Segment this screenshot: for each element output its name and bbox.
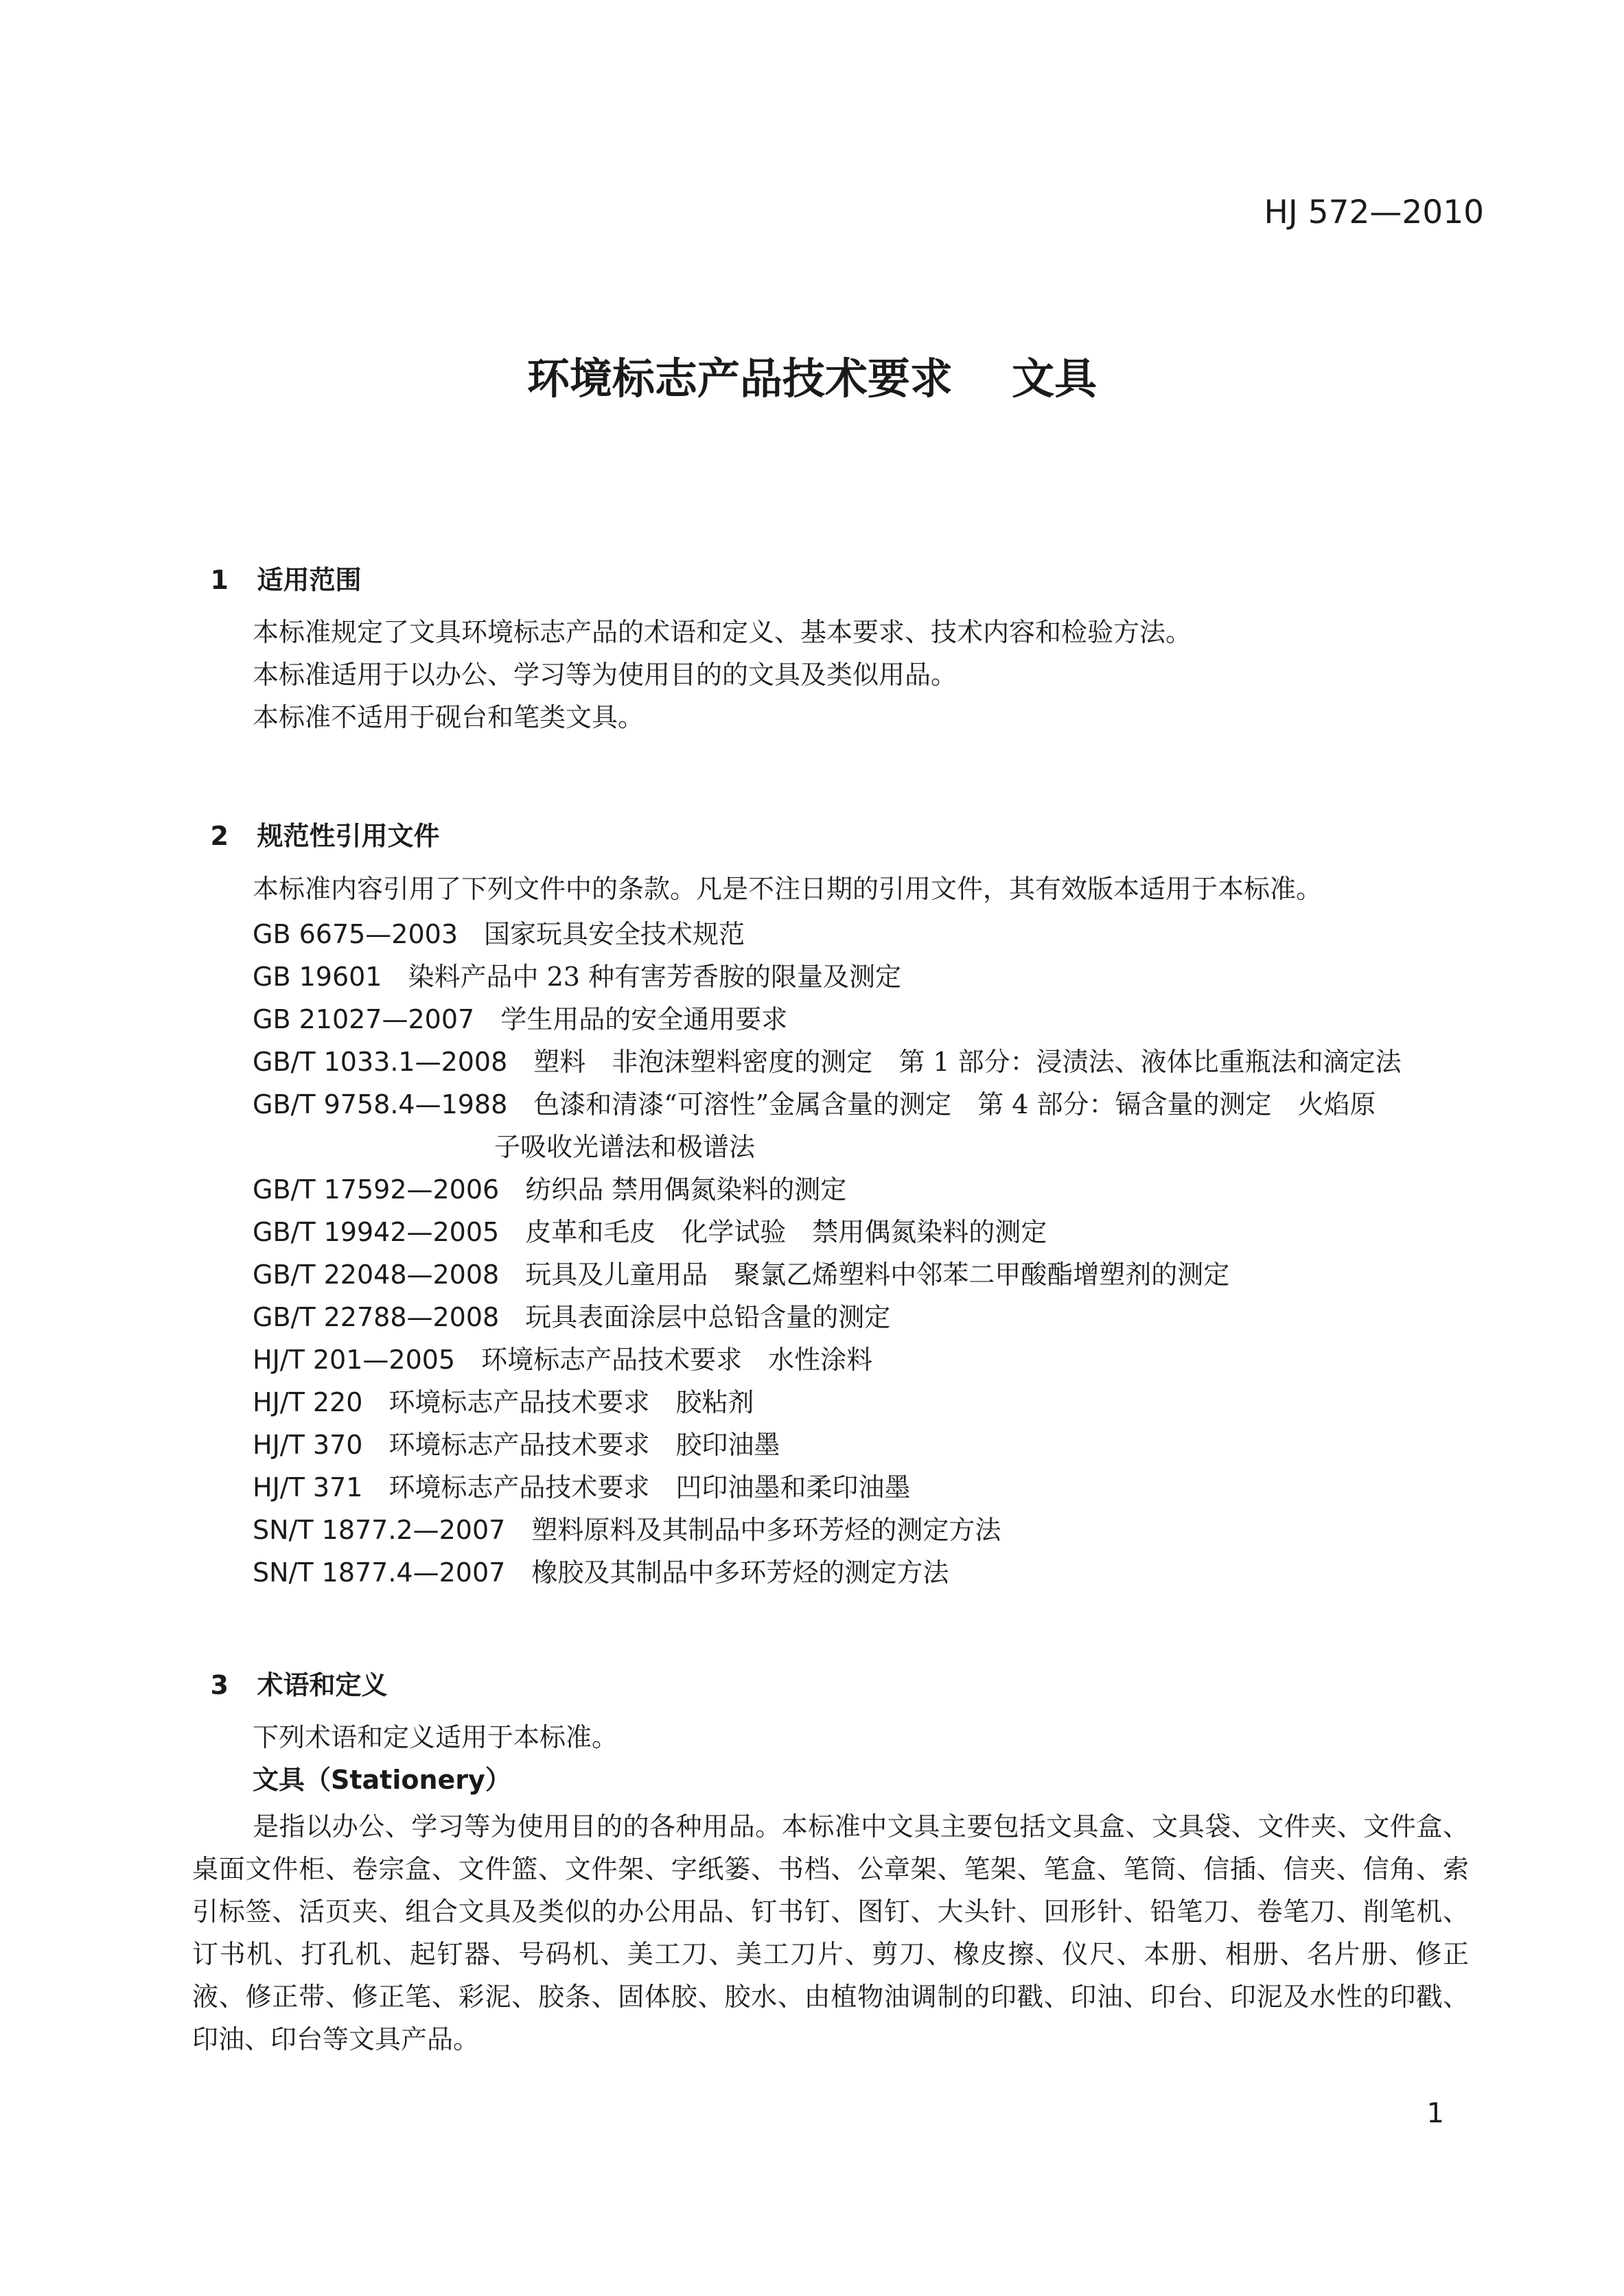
reference-list: [253, 913, 1488, 1594]
section-1-paragraph: 本标准规定了文具环境标志产品的术语和定义、基本要求、技术内容和检验方法。: [253, 617, 1192, 647]
reference-code: GB 19601: [253, 962, 382, 992]
reference-code: GB 6675—2003: [253, 919, 459, 949]
reference-code: GB/T 22048—2008: [253, 1260, 500, 1290]
reference-title: 皮革和毛皮 化学试验 禁用偶氮染料的测定: [525, 1217, 1047, 1247]
reference-code: SN/T 1877.2—2007: [253, 1515, 506, 1545]
reference-title: 玩具表面涂层中总铅含量的测定: [525, 1302, 891, 1332]
reference-title: 玩具及儿童用品 聚氯乙烯塑料中邻苯二甲酸酯增塑剂的测定: [525, 1260, 1230, 1290]
reference-title: 环境标志产品技术要求 胶粘剂: [388, 1387, 754, 1417]
reference-title: 纺织品 禁用偶氮染料的测定: [525, 1174, 847, 1205]
reference-code: HJ/T 371: [253, 1472, 363, 1503]
section-2-intro: 本标准内容引用了下列文件中的条款。凡是不注日期的引用文件，其有效版本适用于本标准。: [253, 874, 1323, 904]
reference-item: [253, 955, 1488, 998]
section-1-heading: [192, 529, 361, 597]
reference-title: 塑料原料及其制品中多环芳烃的测定方法: [531, 1515, 1001, 1545]
section-3-number: 3: [210, 1670, 229, 1700]
reference-code: GB/T 17592—2006: [253, 1174, 500, 1205]
reference-item: [253, 1551, 1488, 1594]
section-2-number: 2: [210, 821, 229, 851]
section-1-paragraph: 本标准适用于以办公、学习等为使用目的的文具及类似用品。: [253, 660, 958, 690]
reference-code: HJ/T 220: [253, 1387, 363, 1417]
standard-code: HJ 572—2010: [1264, 194, 1484, 231]
reference-title: 环境标志产品技术要求 凹印油墨和柔印油墨: [388, 1472, 911, 1503]
reference-title: 学生用品的安全通用要求: [500, 1004, 788, 1034]
reference-code: GB/T 9758.4—1988: [253, 1089, 508, 1120]
reference-title: 橡胶及其制品中多环芳烃的测定方法: [531, 1557, 949, 1588]
reference-item: [253, 1381, 1488, 1424]
reference-code: GB 21027—2007: [253, 1004, 475, 1034]
reference-title: 塑料 非泡沫塑料密度的测定 第 1 部分：浸渍法、液体比重瓶法和滴定法: [533, 1047, 1402, 1077]
section-2-title: 规范性引用文件: [257, 821, 440, 851]
section-2-heading: [192, 785, 439, 853]
reference-item: [253, 998, 1488, 1041]
reference-item: [253, 1253, 1488, 1296]
document-title: 环境标志产品技术要求 文具: [526, 353, 1098, 404]
reference-item: [253, 1041, 1488, 1083]
reference-item: [253, 913, 1488, 955]
reference-item: [253, 1211, 1488, 1253]
reference-item: [253, 1296, 1488, 1338]
section-1-paragraph: 本标准不适用于砚台和笔类文具。: [253, 702, 645, 732]
reference-title: 国家玩具安全技术规范: [484, 919, 745, 949]
reference-code: GB/T 1033.1—2008: [253, 1047, 508, 1077]
reference-item: [253, 1083, 1488, 1126]
reference-code: GB/T 22788—2008: [253, 1302, 500, 1332]
reference-item: [253, 1168, 1488, 1211]
reference-title-continuation: 子吸收光谱法和极谱法: [494, 1132, 756, 1162]
section-3-heading: [192, 1634, 387, 1702]
term-title: 文具（Stationery）: [253, 1765, 511, 1795]
reference-title: 环境标志产品技术要求 水性涂料: [481, 1345, 873, 1375]
reference-item: [253, 1338, 1488, 1381]
reference-code: HJ/T 201—2005: [253, 1345, 456, 1375]
section-3-intro: 下列术语和定义适用于本标准。: [253, 1722, 618, 1752]
reference-code: HJ/T 370: [253, 1430, 363, 1460]
term-definition: 是指以办公、学习等为使用目的的各种用品。本标准中文具主要包括文具盒、文具袋、文件夹、文件盒、桌面文件柜、卷宗盒、文件篮、文件架、字纸篓、书档、公章架、笔架、笔盒、笔筒、信插、信夹、信角、索引标签、活页夹、组合文具及类似的办公用品、钉书钉、图钉、大头针、回形针、铅笔刀、卷笔刀、削笔机、订书机、打孔机、起钉器、号码机、美工刀、美工刀片、剪刀、橡皮擦、仪尺、本册、相册、名片册、修正液、修正带、修正笔、彩泥、胶条、固体胶、胶水、由植物油调制的印戳、印油、印台、印泥及水性的印戳、印油、印台等文具产品。: [192, 1811, 1469, 2054]
section-3-title: 术语和定义: [257, 1670, 388, 1700]
reference-item: [253, 1424, 1488, 1466]
reference-title: 染料产品中 23 种有害芳香胺的限量及测定: [408, 962, 901, 992]
reference-code: GB/T 19942—2005: [253, 1217, 500, 1247]
reference-code: SN/T 1877.4—2007: [253, 1557, 506, 1588]
section-1-number: 1: [210, 565, 229, 595]
reference-title: 色漆和清漆“可溶性”金属含量的测定 第 4 部分：镉含量的测定 火焰原: [533, 1089, 1376, 1120]
page-number: 1: [1426, 2098, 1444, 2129]
reference-item: [253, 1466, 1488, 1509]
reference-item: [253, 1509, 1488, 1551]
reference-title: 环境标志产品技术要求 胶印油墨: [388, 1430, 780, 1460]
section-1-title: 适用范围: [257, 565, 362, 595]
